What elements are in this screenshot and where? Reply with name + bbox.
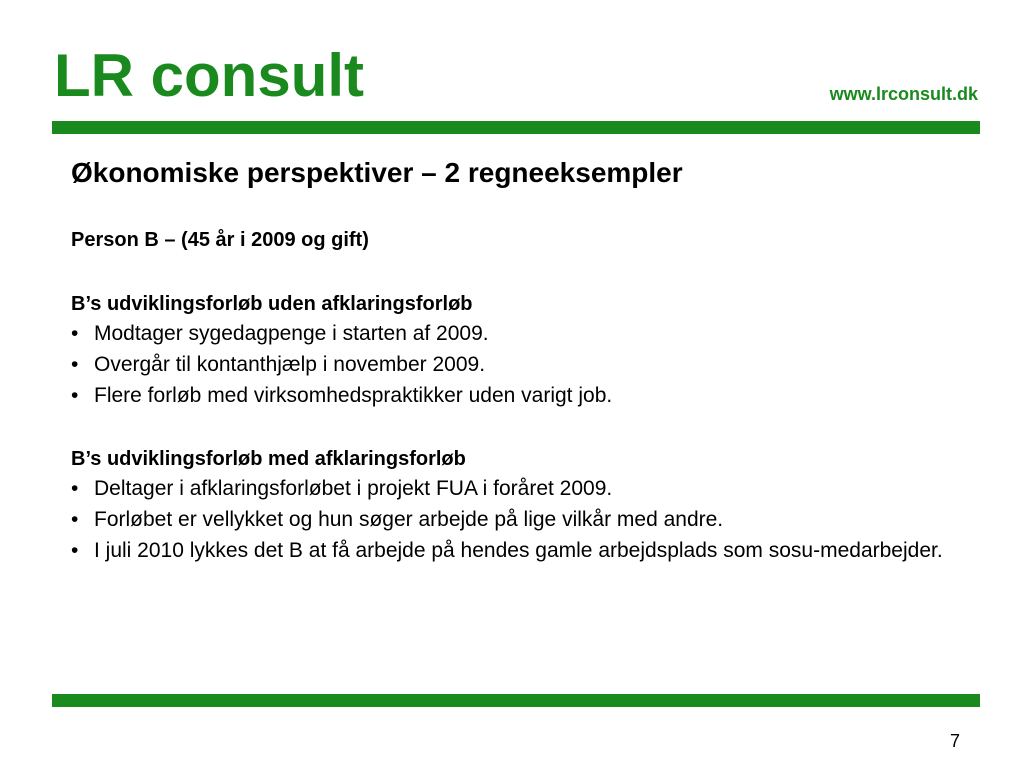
bullet-icon: •	[71, 322, 79, 345]
bullet-text: Forløbet er vellykket og hun søger arbejde på lige vilkår med andre.	[94, 508, 724, 531]
bullet-text: Overgår til kontanthjælp i november 2009.	[94, 353, 486, 376]
bullet-text: I juli 2010 lykkes det B at få arbejde på hendes gamle arbejdsplads som sosu-medarbejder.	[94, 539, 943, 562]
bullet-item	[71, 380, 971, 411]
brand-logo-text: LR consult	[54, 42, 364, 109]
section-with-clarification	[71, 445, 971, 566]
bullet-icon: •	[71, 477, 79, 500]
bullet-item	[71, 535, 971, 566]
bullet-list	[71, 473, 971, 566]
bullet-text: Deltager i afklaringsforløbet i projekt FUA i foråret 2009.	[94, 477, 613, 500]
bullet-text: Flere forløb med virksomhedspraktikker uden varigt job.	[94, 384, 613, 407]
person-subtitle: Person B – (45 år i 2009 og gift)	[71, 229, 369, 251]
bullet-icon: •	[71, 539, 79, 562]
bullet-item	[71, 349, 971, 380]
bullet-icon: •	[71, 384, 79, 407]
section-without-clarification	[71, 290, 971, 411]
bullet-list	[71, 318, 971, 411]
bullet-item	[71, 504, 971, 535]
bullet-icon: •	[71, 353, 79, 376]
website-url[interactable]: www.lrconsult.dk	[829, 84, 978, 104]
bullet-icon: •	[71, 508, 79, 531]
bullet-item	[71, 473, 971, 504]
section-heading: B’s udviklingsforløb uden afklaringsforløb	[71, 293, 473, 315]
slide-content	[71, 156, 971, 600]
page-number: 7	[950, 731, 961, 751]
header-divider	[52, 121, 980, 134]
bullet-item	[71, 318, 971, 349]
slide-title: Økonomiske perspektiver – 2 regneeksempler	[71, 157, 683, 188]
footer-divider	[52, 694, 980, 707]
section-heading: B’s udviklingsforløb med afklaringsforløb	[71, 448, 466, 470]
bullet-text: Modtager sygedagpenge i starten af 2009.	[94, 322, 489, 345]
